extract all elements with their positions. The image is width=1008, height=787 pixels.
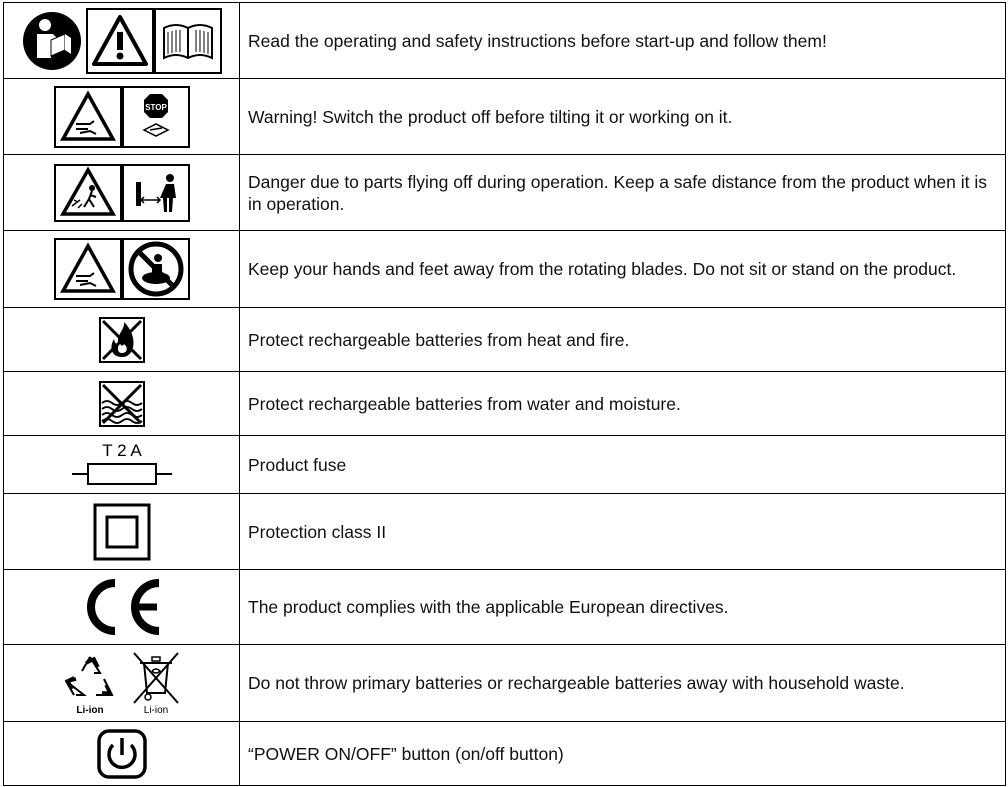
symbol-cell (4, 3, 240, 79)
description-cell: Protect rechargeable batteries from water and moisture. (240, 372, 1006, 436)
read-manual-person-icon (21, 10, 83, 72)
table-row (4, 722, 1006, 786)
description-cell: Protect rechargeable batteries from heat and fire. (240, 308, 1006, 372)
table-row (4, 494, 1006, 570)
no-sitting-on-mower-icon (122, 238, 190, 300)
table-row (4, 372, 1006, 436)
warning-hand-blade-icon (54, 86, 122, 148)
symbol-cell (4, 372, 240, 436)
recycle-li-ion-icon (60, 649, 120, 717)
crossed-bin-li-ion-icon (128, 649, 184, 717)
symbol-cell (4, 155, 240, 231)
table-row (4, 436, 1006, 494)
symbol-cell (4, 494, 240, 570)
table-row (4, 570, 1006, 645)
no-fire-icon (99, 317, 145, 363)
safety-symbols-table (3, 2, 1006, 786)
warning-flying-parts-icon (54, 164, 122, 222)
description-cell: Protection class II (240, 494, 1006, 570)
table-row (4, 155, 1006, 231)
description-cell: Read the operating and safety instructions before start-up and follow them! (240, 3, 1006, 79)
warning-hand-blade-icon (54, 238, 122, 300)
table-row (4, 3, 1006, 79)
description-cell: Do not throw primary batteries or rechargeable batteries away with household waste. (240, 645, 1006, 722)
recycle-label: Li-ion (75, 705, 104, 716)
table-row (4, 231, 1006, 308)
stop-switch-off-icon (122, 86, 190, 148)
table-row (4, 308, 1006, 372)
bin-label: Li-ion (143, 705, 168, 716)
table-row (4, 79, 1006, 155)
ce-mark-icon (77, 577, 167, 637)
fuse-icon (70, 440, 174, 490)
description-cell: “POWER ON/OFF” button (on/off button) (240, 722, 1006, 786)
safe-distance-person-icon (122, 164, 190, 222)
symbol-cell (4, 79, 240, 155)
description-cell: Warning! Switch the product off before tilting it or working on it. (240, 79, 1006, 155)
power-button-icon (96, 728, 148, 780)
open-book-icon (154, 8, 222, 74)
description-cell: Danger due to parts flying off during operation. Keep a safe distance from the product when it is in operation. (240, 155, 1006, 231)
description-cell: Product fuse (240, 436, 1006, 494)
symbol-cell (4, 722, 240, 786)
table-row (4, 645, 1006, 722)
symbol-cell (4, 645, 240, 722)
symbol-cell (4, 570, 240, 645)
no-water-icon (99, 381, 145, 427)
symbol-cell (4, 308, 240, 372)
protection-class-ii-icon (93, 503, 151, 561)
svg-text:STOP: STOP (144, 102, 167, 112)
symbol-cell (4, 231, 240, 308)
warning-triangle-icon (86, 8, 154, 74)
symbol-cell (4, 436, 240, 494)
fuse-label: T 2 A (101, 440, 142, 460)
description-cell: The product complies with the applicable European directives. (240, 570, 1006, 645)
description-cell: Keep your hands and feet away from the rotating blades. Do not sit or stand on the product. (240, 231, 1006, 308)
